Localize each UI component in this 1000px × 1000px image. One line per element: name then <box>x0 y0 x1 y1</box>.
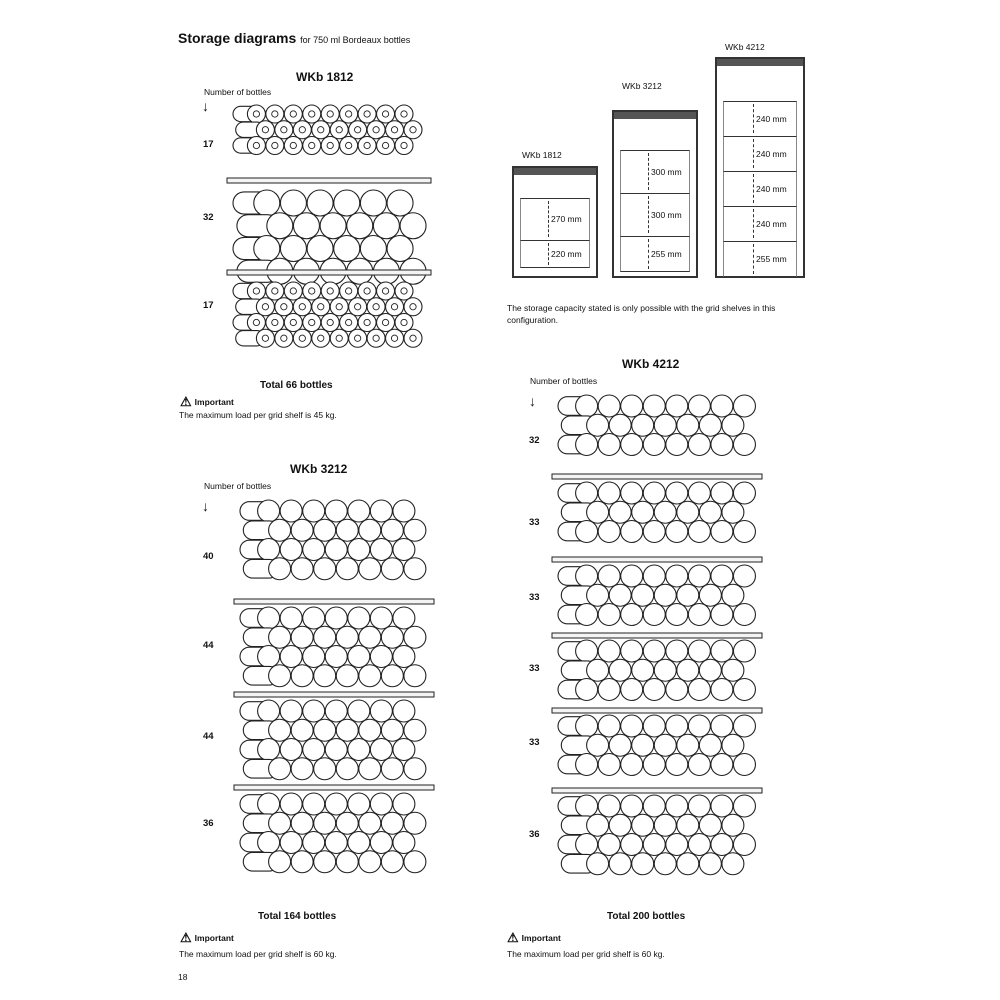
fridge-label: WKb 3212 <box>622 81 662 91</box>
bottle-section <box>558 640 755 701</box>
grid-shelf <box>552 557 762 562</box>
bottle-section <box>233 105 422 155</box>
dimension-line <box>548 201 549 237</box>
wkb4212-total: Total 200 bottles <box>607 911 686 922</box>
shelf-compartment <box>723 101 797 136</box>
spacing-label: 300 mm <box>651 166 682 177</box>
wkb1812-count-2: 32 <box>203 212 214 223</box>
bottle-section <box>240 607 426 687</box>
dimension-line <box>753 104 754 133</box>
bottle-section <box>558 715 755 776</box>
warning-triangle-icon: ⚠ <box>507 930 519 945</box>
dimension-line <box>648 196 649 233</box>
heading-subtitle: for 750 ml Bordeaux bottles <box>300 35 411 45</box>
grid-shelf <box>552 708 762 713</box>
shelf-compartment <box>520 240 590 268</box>
dimension-line <box>753 139 754 168</box>
dimension-line <box>548 243 549 265</box>
spacing-label: 255 mm <box>756 254 787 264</box>
warning-triangle-icon: ⚠ <box>180 394 192 409</box>
grid-shelf <box>552 788 762 793</box>
grid-shelf <box>552 474 762 479</box>
dimension-line <box>648 239 649 269</box>
wkb4212-count-1: 32 <box>529 435 540 446</box>
dimension-line <box>753 244 754 274</box>
storage-capacity-note: The storage capacity stated is only possible with the grid shelves in this configuration. <box>507 303 776 325</box>
wkb4212-important <box>507 931 561 944</box>
important-label: Important <box>194 396 234 407</box>
spacing-label: 240 mm <box>756 218 787 229</box>
wkb3212-number-of-bottles-label: Number of bottles <box>204 481 272 491</box>
fridge-control-panel <box>514 168 596 175</box>
important-label: Important <box>521 932 561 943</box>
fridge-label: WKb 4212 <box>725 42 765 52</box>
wkb4212-count-4: 33 <box>529 663 540 674</box>
dimension-line <box>648 153 649 190</box>
spacing-label: 240 mm <box>756 113 787 124</box>
shelf-spacing-diagrams <box>500 40 820 290</box>
wkb1812-number-of-bottles-label: Number of bottles <box>204 87 272 97</box>
wkb3212-title: WKb 3212 <box>290 462 348 476</box>
wkb1812-count-3: 17 <box>203 300 214 311</box>
wkb4212-count-5: 33 <box>529 737 540 748</box>
wkb4212-count-3: 33 <box>529 592 540 603</box>
wkb1812-title: WKb 1812 <box>296 70 354 84</box>
wkb4212-title: WKb 4212 <box>622 357 680 371</box>
important-label: Important <box>194 932 234 943</box>
shelf-compartment <box>520 198 590 240</box>
grid-shelf <box>227 270 431 275</box>
grid-shelf <box>234 692 434 697</box>
dimension-line <box>753 174 754 203</box>
wkb3212-down-arrow-icon: ↓ <box>202 498 209 514</box>
warning-triangle-icon: ⚠ <box>180 930 192 945</box>
bottle-section <box>240 500 426 580</box>
wkb3212-count-4: 36 <box>203 818 214 829</box>
spacing-label: 270 mm <box>551 214 582 224</box>
bottle-section <box>558 482 755 543</box>
wkb3212-bottle-stack-illustration <box>232 495 442 895</box>
grid-shelf <box>552 633 762 638</box>
fridge-outline <box>512 166 598 278</box>
spacing-label: 220 mm <box>551 249 582 259</box>
wkb4212-count-6: 36 <box>529 829 540 840</box>
wkb1812-count-1: 17 <box>203 139 214 150</box>
page-heading <box>178 30 410 46</box>
fridge-control-panel <box>614 112 696 119</box>
bottle-section <box>233 282 422 347</box>
wkb3212-total: Total 164 bottles <box>258 911 337 922</box>
shelf-compartment <box>723 171 797 206</box>
spacing-label: 300 mm <box>651 209 682 220</box>
bottle-section <box>240 793 426 873</box>
grid-shelf <box>227 178 431 183</box>
bottle-section <box>558 565 755 626</box>
fridge-control-panel <box>717 59 803 66</box>
wkb4212-bottle-stack-illustration <box>550 390 770 905</box>
grid-shelf <box>234 599 434 604</box>
shelf-compartment <box>723 206 797 241</box>
wkb3212-max-load: The maximum load per grid shelf is 60 kg. <box>179 949 337 959</box>
wkb1812-down-arrow-icon: ↓ <box>202 98 209 114</box>
wkb4212-max-load: The maximum load per grid shelf is 60 kg. <box>507 949 665 959</box>
spacing-label: 240 mm <box>756 183 787 194</box>
fridge-outline <box>715 57 805 278</box>
grid-shelf <box>234 785 434 790</box>
wkb4212-number-of-bottles-label: Number of bottles <box>530 376 598 386</box>
shelf-compartment <box>620 236 690 272</box>
fridge-outline <box>612 110 698 278</box>
shelf-compartment <box>620 193 690 236</box>
spacing-label: 240 mm <box>756 148 787 159</box>
spacing-label: 255 mm <box>651 249 682 259</box>
heading-title: Storage diagrams <box>178 30 297 46</box>
bottle-section <box>240 700 426 780</box>
wkb1812-bottle-stack-illustration <box>225 100 440 375</box>
wkb3212-important <box>180 931 234 944</box>
shelf-compartment <box>620 150 690 193</box>
wkb3212-count-2: 44 <box>203 640 214 651</box>
wkb4212-down-arrow-icon: ↓ <box>529 393 536 409</box>
wkb3212-count-1: 40 <box>203 551 214 562</box>
shelf-compartment <box>723 241 797 277</box>
wkb4212-count-2: 33 <box>529 517 540 528</box>
dimension-line <box>753 209 754 238</box>
wkb3212-count-3: 44 <box>203 731 214 742</box>
shelf-compartment <box>723 136 797 171</box>
wkb1812-total: Total 66 bottles <box>260 380 333 391</box>
bottle-section <box>558 795 755 875</box>
wkb1812-max-load: The maximum load per grid shelf is 45 kg. <box>179 410 337 420</box>
wkb1812-important <box>180 395 234 408</box>
page-number: 18 <box>178 972 188 982</box>
fridge-label: WKb 1812 <box>522 150 562 160</box>
bottle-section <box>558 395 755 456</box>
